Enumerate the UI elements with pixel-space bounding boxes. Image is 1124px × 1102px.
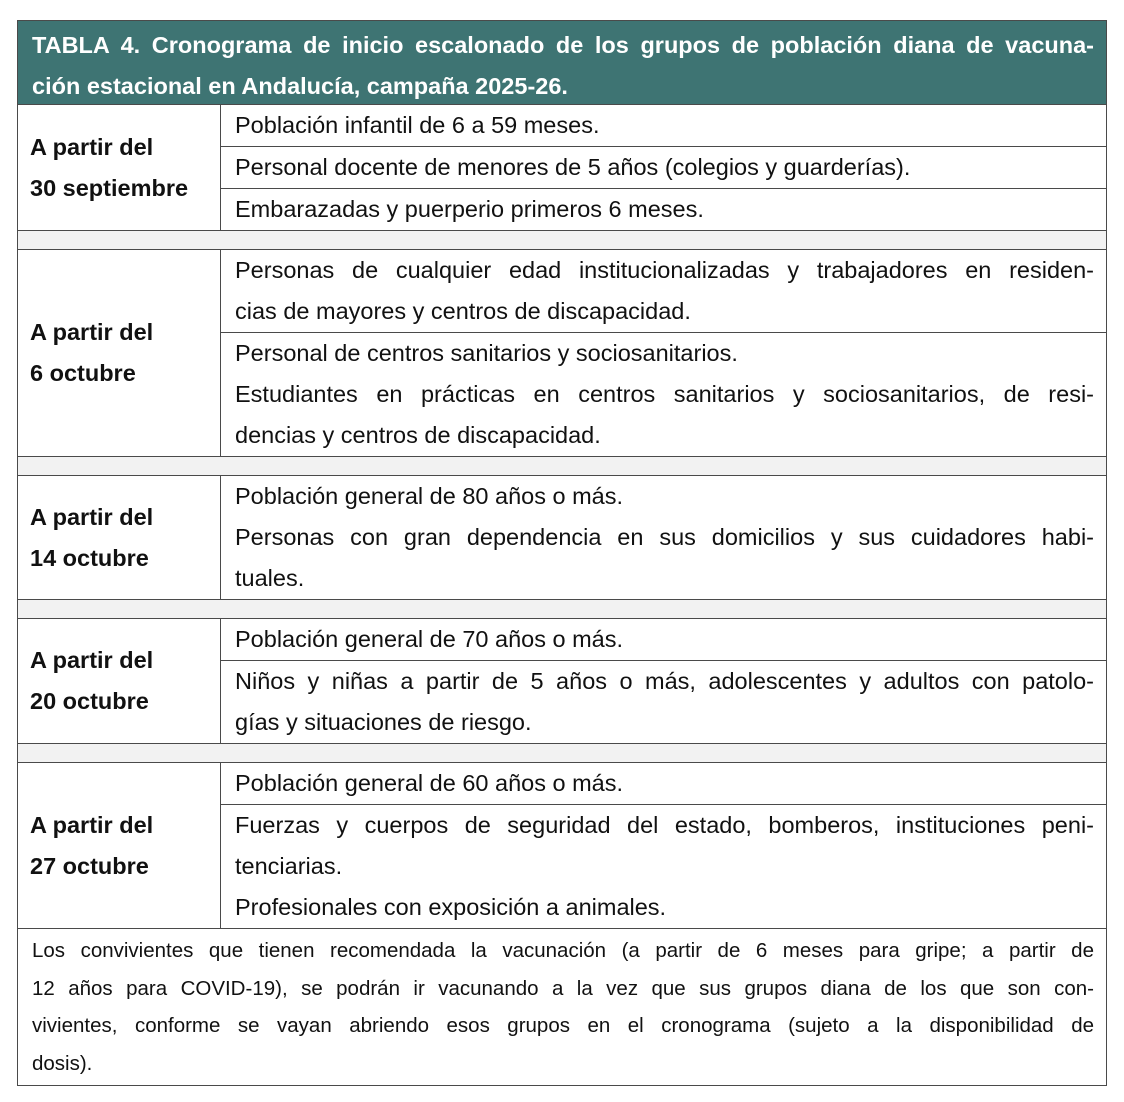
- target-group-line: Embarazadas y puerperio primeros 6 meses.: [235, 196, 704, 222]
- target-group-cell: [221, 805, 1106, 928]
- group-separator: [18, 600, 1106, 619]
- target-group-line: Población general de 70 años o más.: [235, 626, 624, 652]
- target-groups: [221, 476, 1106, 599]
- schedule-groups: [18, 105, 1106, 929]
- note-line: dosis).: [32, 1051, 93, 1075]
- schedule-group: [18, 476, 1106, 600]
- start-date: [18, 476, 221, 599]
- schedule-group: [18, 763, 1106, 929]
- group-separator: [18, 231, 1106, 250]
- start-date: [18, 619, 221, 743]
- note-line: Los convivientes que tienen recomendada la vacunación (a partir de 6 meses para gripe; a partir de: [32, 939, 1094, 962]
- start-date-line: A partir del: [30, 503, 154, 530]
- target-groups: [221, 105, 1106, 230]
- start-date-line: A partir del: [30, 647, 154, 673]
- schedule-group: [18, 619, 1106, 744]
- schedule-group: [18, 250, 1106, 457]
- target-groups: [221, 763, 1106, 928]
- group-separator: [18, 744, 1106, 763]
- target-group-cell: [221, 147, 1106, 189]
- target-group-line: Personas de cualquier edad institucionalizadas y trabajadores en residen-: [235, 257, 1094, 283]
- start-date: [18, 105, 221, 230]
- target-groups: [221, 250, 1106, 456]
- schedule-table: [17, 20, 1107, 1086]
- table-title: [18, 21, 1106, 105]
- start-date-line: 27 octubre: [30, 852, 149, 879]
- start-date-line: 6 octubre: [30, 360, 136, 386]
- target-group-cell: [221, 619, 1106, 661]
- cohabitants-note: [18, 929, 1106, 1085]
- target-group-cell: [221, 189, 1106, 230]
- start-date-line: A partir del: [30, 319, 154, 345]
- target-group-line: Profesionales con exposición a animales.: [235, 894, 667, 920]
- table-title-line: TABLA 4. Cronograma de inicio escalonado de los grupos de población diana de vacuna-: [32, 32, 1094, 58]
- group-separator: [18, 457, 1106, 476]
- target-group-line: Población infantil de 6 a 59 meses.: [235, 112, 600, 138]
- start-date-line: A partir del: [30, 133, 154, 160]
- target-group-line: Fuerzas y cuerpos de seguridad del estado, bomberos, instituciones peni-: [235, 812, 1094, 838]
- target-group-cell: [221, 476, 1106, 599]
- start-date-line: A partir del: [30, 811, 154, 838]
- target-group-line: Personal de centros sanitarios y sociosanitarios.: [235, 340, 738, 366]
- target-group-line: cias de mayores y centros de discapacidad.: [235, 298, 691, 324]
- target-group-line: Niños y niñas a partir de 5 años o más, adolescentes y adultos con patolo-: [235, 668, 1094, 694]
- target-group-cell: [221, 661, 1106, 743]
- start-date-line: 30 septiembre: [30, 174, 189, 201]
- table-title-line: ción estacional en Andalucía, campaña 2025-26.: [32, 73, 568, 99]
- note-line: 12 años para COVID-19), se podrán ir vacunando a la vez que sus grupos diana de los que son con-: [32, 976, 1094, 1000]
- target-group-line: Población general de 80 años o más.: [235, 483, 624, 509]
- target-group-line: Estudiantes en prácticas en centros sanitarios y sociosanitarios, de resi-: [235, 381, 1094, 407]
- target-group-line: Personas con gran dependencia en sus domicilios y sus cuidadores habi-: [235, 524, 1094, 550]
- target-group-line: gías y situaciones de riesgo.: [235, 709, 532, 735]
- target-group-line: Población general de 60 años o más.: [235, 770, 624, 796]
- target-group-line: tenciarias.: [235, 853, 343, 879]
- target-group-cell: [221, 105, 1106, 147]
- start-date-line: 14 octubre: [30, 544, 149, 571]
- note-line: vivientes, conforme se vayan abriendo esos grupos en el cronograma (sujeto a la disponibilidad de: [32, 1014, 1094, 1037]
- start-date-line: 20 octubre: [30, 688, 149, 714]
- target-group-cell: [221, 333, 1106, 456]
- target-groups: [221, 619, 1106, 743]
- start-date: [18, 763, 221, 928]
- target-group-line: Personal docente de menores de 5 años (colegios y guarderías).: [235, 154, 911, 180]
- target-group-line: tuales.: [235, 565, 305, 591]
- start-date: [18, 250, 221, 456]
- schedule-group: [18, 105, 1106, 231]
- target-group-cell: [221, 250, 1106, 333]
- target-group-line: dencias y centros de discapacidad.: [235, 422, 601, 448]
- target-group-cell: [221, 763, 1106, 805]
